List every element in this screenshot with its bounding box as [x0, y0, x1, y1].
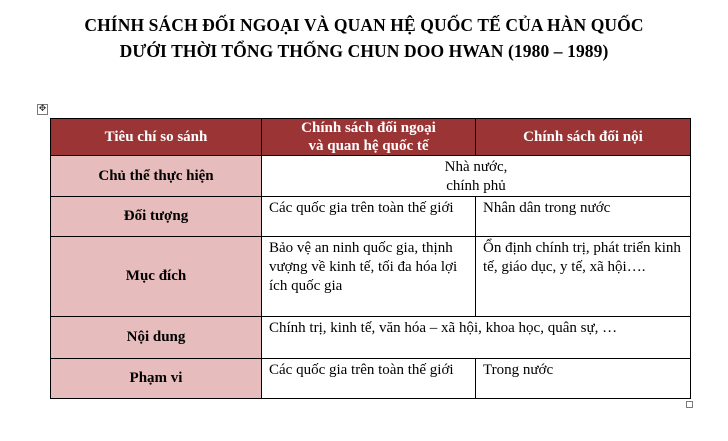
row-criteria-cell: Phạm vi: [51, 359, 262, 399]
header-foreign-policy: [262, 119, 476, 156]
foreign-value-cell: Các quốc gia trên toàn thế giới: [262, 197, 476, 237]
foreign-value-cell: Bảo vệ an ninh quốc gia, thịnh vượng về kinh tế, tối đa hóa lợi ích quốc gia: [262, 237, 476, 317]
domestic-value-cell: Nhân dân trong nước: [476, 197, 691, 237]
table-resize-handle[interactable]: [686, 401, 693, 408]
comparison-table: [50, 118, 691, 399]
document-title: [0, 12, 728, 64]
header-foreign-line-1: Chính sách đối ngoại: [301, 120, 436, 136]
table-row: [51, 237, 691, 317]
merged-line-1: Nhà nước,: [444, 159, 508, 175]
header-domestic-policy: Chính sách đối nội: [476, 119, 691, 156]
foreign-value-cell: Các quốc gia trên toàn thế giới: [262, 359, 476, 399]
table-row: [51, 359, 691, 399]
domestic-value-cell: Ổn định chính trị, phát triển kinh tế, giáo dục, y tế, xã hội….: [476, 237, 691, 317]
header-foreign-line-2: và quan hệ quốc tế: [308, 138, 429, 154]
row-criteria-cell: Đối tượng: [51, 197, 262, 237]
merged-line-2: chính phủ: [446, 178, 506, 194]
row-criteria-cell: Chủ thể thực hiện: [51, 156, 262, 197]
row-criteria-cell: Nội dung: [51, 317, 262, 359]
table-row: [51, 156, 691, 197]
domestic-value-cell: Trong nước: [476, 359, 691, 399]
merged-value-cell: Chính trị, kinh tế, văn hóa – xã hội, khoa học, quân sự, …: [262, 317, 691, 359]
table-row: [51, 317, 691, 359]
row-criteria-cell: Mục đích: [51, 237, 262, 317]
table-row: [51, 197, 691, 237]
merged-value-cell: [262, 156, 691, 197]
header-criteria: Tiêu chí so sánh: [51, 119, 262, 156]
title-line-2: DƯỚI THỜI TỔNG THỐNG CHUN DOO HWAN (1980 – 1989): [119, 41, 609, 61]
title-line-1: CHÍNH SÁCH ĐỐI NGOẠI VÀ QUAN HỆ QUỐC TẾ CỦA HÀN QUỐC: [84, 15, 644, 35]
table-header-row: [51, 119, 691, 156]
table-move-handle-icon[interactable]: ✥: [38, 104, 47, 114]
